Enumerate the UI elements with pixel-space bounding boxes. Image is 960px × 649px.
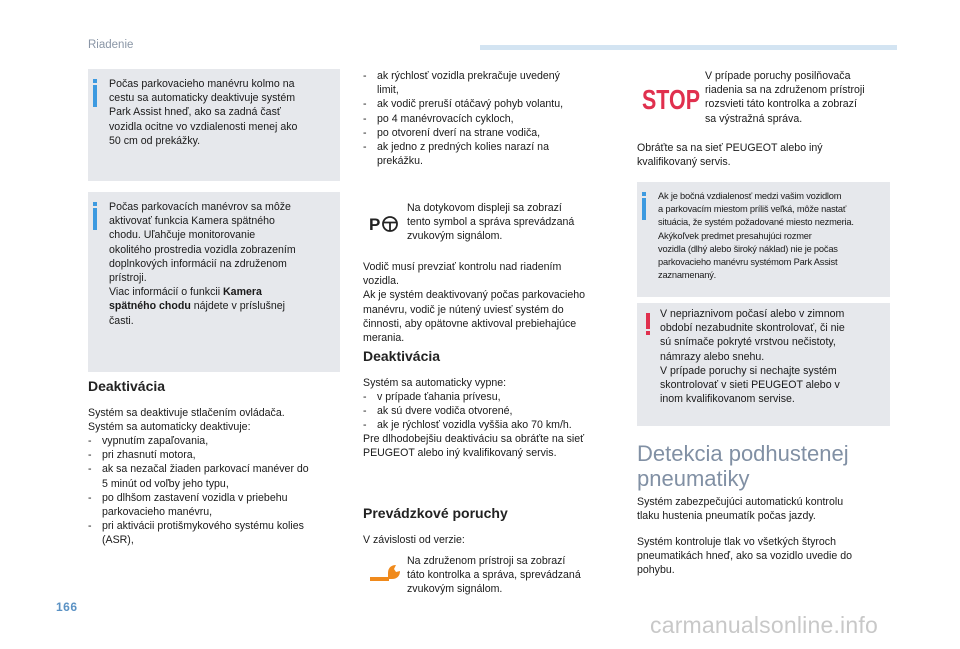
deactivation-list-continued xyxy=(363,69,619,168)
watermark: carmanualsonline.info xyxy=(650,612,878,638)
tyre-detection-paragraph-2: Systém kontroluje tlak vo všetkých štyroch pneumatikách hneď, ako sa vozidlo uvedie do pohybu. xyxy=(637,536,852,577)
list-item: - ak sa nezačal žiaden parkovací manéver do 5 minút od voľby jeho typu, xyxy=(88,462,348,490)
auto-off-intro: Systém sa automaticky vypne: xyxy=(363,377,507,389)
heading-deaktivacia-1: Deaktivácia xyxy=(88,378,166,394)
info-box-park-assist xyxy=(88,69,340,181)
info-text: Počas parkovacích manévrov sa môže aktivovať funkcia Kamera spätného chodu. Uľahčuje monitorovanie okolitého prostredia vozidla zobrazením doplnkových informácií na združenom prístroji. Viac informácií o funkcii xyxy=(109,201,296,299)
list-item: - po 4 manévrovacích cykloch, xyxy=(363,112,619,126)
park-assist-steering-icon xyxy=(369,212,399,234)
list-item: - vypnutím zapaľovania, xyxy=(88,434,348,448)
stop-description: V prípade poruchy posilňovača riadenia sa na združenom prístroji rozsvieti táto kontrolka a zobrazí sa výstražná správa. xyxy=(705,70,865,125)
list-item: - ak sú dvere vodiča otvorené, xyxy=(363,404,619,418)
list-item: - ak jedno z predných kolies narazí na prekážku. xyxy=(363,140,619,168)
version-intro: V závislosti od verzie: xyxy=(363,534,465,546)
section-title-text: Detekcia podhustenej pneumatiky xyxy=(637,441,849,491)
info-text-bold: Kamera spätného chodu xyxy=(109,286,262,313)
long-term-deactivation: Pre dlhodobejšiu deaktiváciu sa obráťte na sieť PEUGEOT alebo iný kvalifikovaný servis. xyxy=(363,433,585,460)
info-i-icon xyxy=(93,208,97,230)
deactivation-list xyxy=(88,434,348,548)
list-item: - v prípade ťahania prívesu, xyxy=(363,390,619,404)
section-title-tyre-detection xyxy=(637,441,897,491)
tyre-detection-paragraph-1: Systém zabezpečujúci automatickú kontrolu tlaku hustenia pneumatík počas jazdy. xyxy=(637,496,844,523)
list-item: - pri aktivácii protišmykového systému kolies (ASR), xyxy=(88,519,348,547)
list-item: - pri zhasnutí motora, xyxy=(88,448,348,462)
wrench-icon xyxy=(368,562,402,584)
warning-box-text: V nepriaznivom počasí alebo v zimnom období nezabudnite skontrolovať, či nie sú snímače pokryté vrstvou nečistoty, námrazy alebo snehu. V prípade poruchy si nechajte systém skontrolovať v sieti PEUGEOT alebo v inom kvalifikovanom servise. xyxy=(660,308,845,406)
section-header: Riadenie xyxy=(88,39,134,51)
heading-deaktivacia-2: Deaktivácia xyxy=(363,348,441,364)
wrench-description: Na združenom prístroji sa zobrazí táto kontrolka a správa, sprevádzaná zvukovým signálom. xyxy=(407,555,581,596)
info-i-icon xyxy=(93,85,97,107)
driver-control-paragraph: Vodič musí prevziať kontrolu nad riadením vozidla. Ak je systém deaktivovaný počas parkovacieho manévru, vodič je nútený uviesť systém do činnosti, aby opätovne aktivoval prebiehajúce merania. xyxy=(363,261,585,345)
auto-off-list xyxy=(363,390,619,433)
symbol-description: Na dotykovom displeji sa zobrazí tento symbol a správa sprevádzaná zvukovým signálom. xyxy=(407,202,575,243)
list-item: - ak rýchlosť vozidla prekračuje uvedený limit, xyxy=(363,69,619,97)
list-item: - ak je rýchlosť vozidla vyššia ako 70 km/h. xyxy=(363,418,619,432)
exclamation-icon xyxy=(646,313,650,329)
warning-box-weather xyxy=(637,303,890,426)
info-text-tail: nájdete v príslušnej časti. xyxy=(109,300,286,327)
info-box-camera xyxy=(88,192,340,372)
deactivation-intro: Systém sa deaktivuje stlačením ovládača. Systém sa automaticky deaktivuje: xyxy=(88,407,285,434)
info-box-text: Ak je bočná vzdialenosť medzi vašim vozidlom a parkovacím miestom príliš veľká, môže nastať situácia, že systém požadované miesto nezmeria. Akýkoľvek predmet presahujúci rozmer vozidla (dlhý alebo široký náklad) nie je počas parkovacieho manévru systémom Park Assist zaznamenaný. xyxy=(658,191,854,281)
heading-malfunctions: Prevádzkové poruchy xyxy=(363,505,508,521)
header-bar xyxy=(480,45,897,50)
list-item: - po otvorení dverí na strane vodiča, xyxy=(363,126,619,140)
svg-text:P: P xyxy=(369,215,381,234)
page-number: 166 xyxy=(56,600,78,614)
contact-paragraph: Obráťte sa na sieť PEUGEOT alebo iný kvalifikovaný servis. xyxy=(637,142,823,169)
list-item: - ak vodič preruší otáčavý pohyb volantu, xyxy=(363,97,619,111)
info-box-text xyxy=(109,200,337,328)
stop-label: STOP xyxy=(642,84,700,115)
info-box-lateral-distance xyxy=(637,182,890,297)
list-item: - po dlhšom zastavení vozidla v priebehu parkovacieho manévru, xyxy=(88,491,348,519)
info-i-icon xyxy=(642,198,646,220)
info-box-text: Počas parkovacieho manévru kolmo na cestu sa automaticky deaktivuje systém Park Assist hneď, ako sa zadná časť vozidla ocitne vo vzdialenosti menej ako 50 cm od prekážky. xyxy=(109,78,298,147)
stop-warning-icon xyxy=(642,84,700,115)
